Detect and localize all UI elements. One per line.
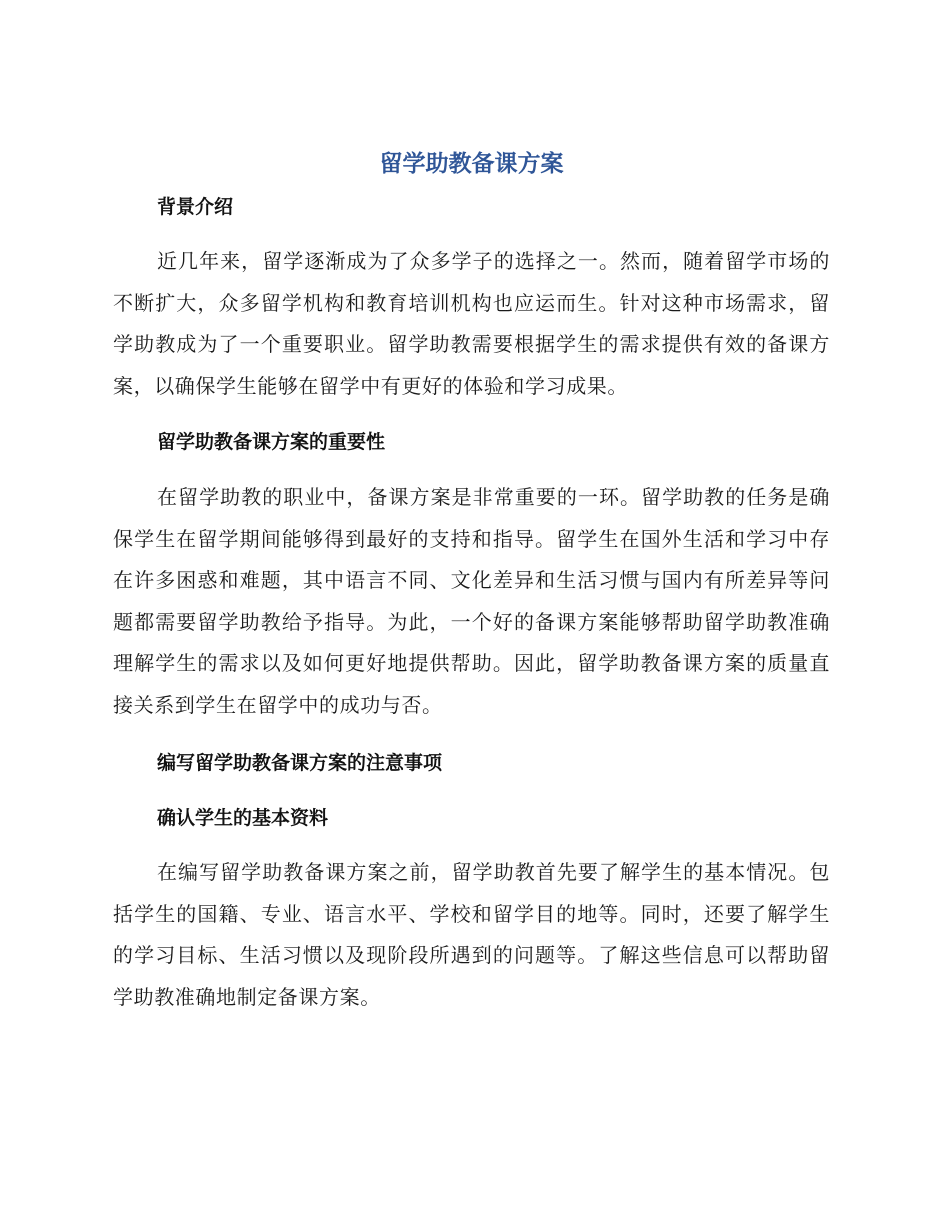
section-heading-notes: 编写留学助教备课方案的注意事项 xyxy=(157,752,443,774)
section-paragraph-student-info: 在编写留学助教备课方案之前，留学助教首先要了解学生的基本情况。包括学生的国籍、专业、语言水平、学校和留学目的地等。同时，还要了解学生的学习目标、生活习惯以及现阶段所遇到的问题等。了解这些信息可以帮助留学助教准确地制定备课方案。 xyxy=(113,860,830,1009)
section-heading-importance: 留学助教备课方案的重要性 xyxy=(157,431,386,453)
section-heading-student-info: 确认学生的基本资料 xyxy=(157,807,329,829)
document-title: 留学助教备课方案 xyxy=(379,151,564,177)
section-heading-background: 背景介绍 xyxy=(157,196,234,218)
section-paragraph-background: 近几年来，留学逐渐成为了众多学子的选择之一。然而，随着留学市场的不断扩大，众多留学机构和教育培训机构也应运而生。针对这种市场需求，留学助教成为了一个重要职业。留学助教需要根据学生的需求提供有效的备课方案，以确保学生能够在留学中有更好的体验和学习成果。 xyxy=(113,249,830,398)
section-paragraph-importance: 在留学助教的职业中，备课方案是非常重要的一环。留学助教的任务是确保学生在留学期间能够得到最好的支持和指导。留学生在国外生活和学习中存在许多困惑和难题，其中语言不同、文化差异和生活习惯与国内有所差异等问题都需要留学助教给予指导。为此，一个好的备课方案能够帮助留学助教准确理解学生的需求以及如何更好地提供帮助。因此，留学助教备课方案的质量直接关系到学生在留学中的成功与否。 xyxy=(113,485,830,717)
